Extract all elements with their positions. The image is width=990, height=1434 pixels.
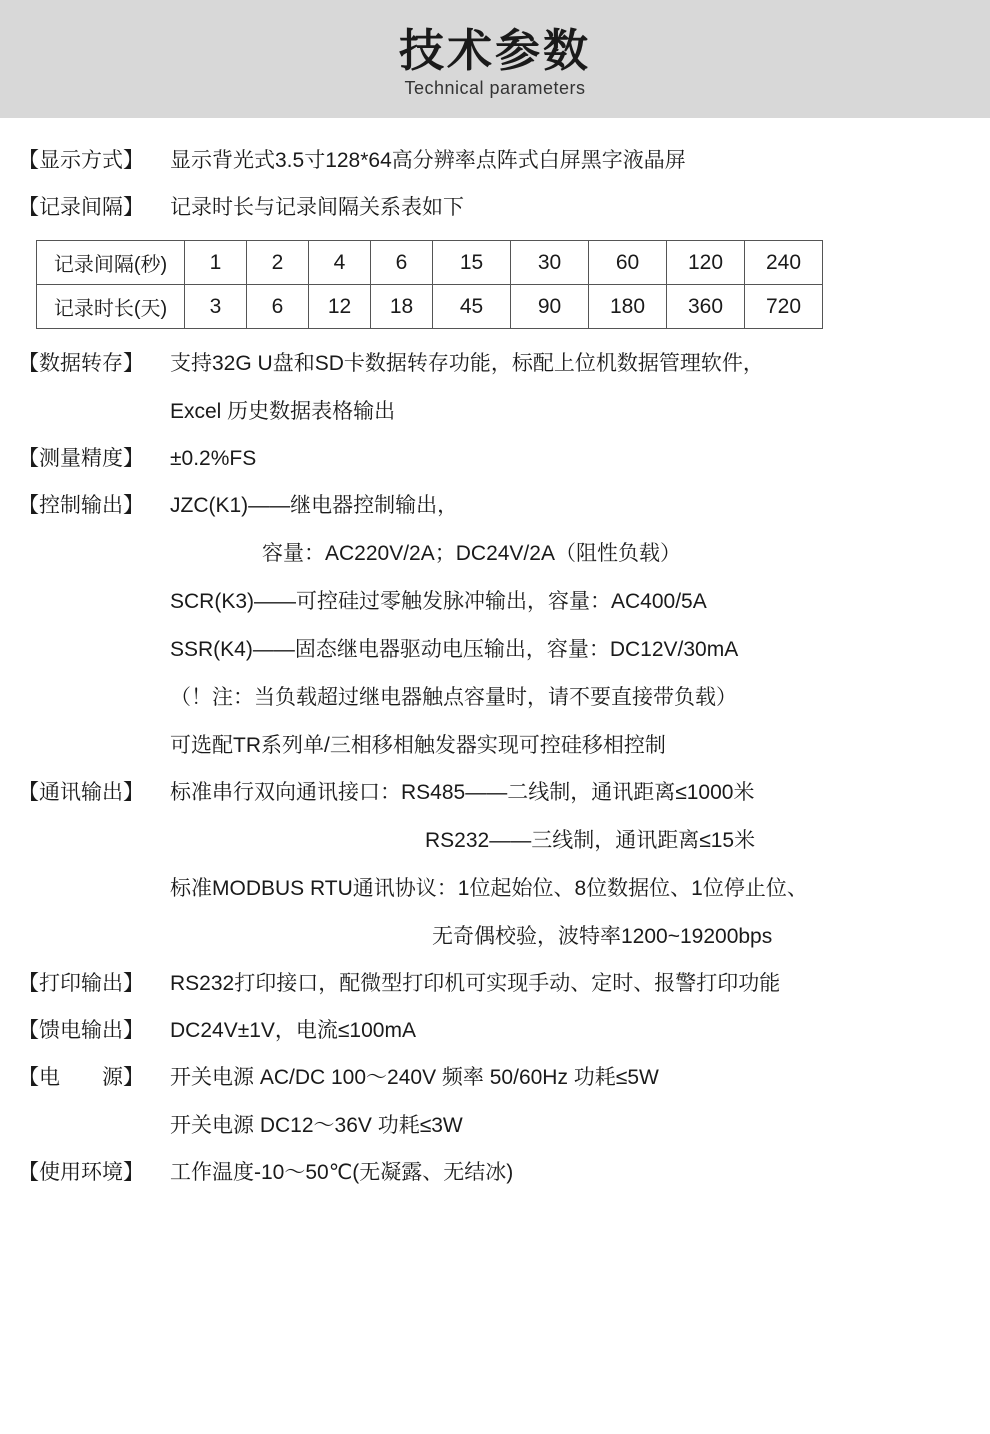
interval-cell: 6: [371, 241, 433, 285]
spec-label-interval: 【记录间隔】: [18, 196, 144, 219]
interval-cell: 240: [745, 241, 823, 285]
page-subtitle: Technical parameters: [404, 78, 586, 99]
duration-cell: 6: [247, 285, 309, 329]
spec-text: 工作温度-10～50℃(无凝露、无结冰): [170, 1161, 514, 1184]
spec-row-control-output: [18, 491, 972, 761]
spec-value-display: [170, 146, 972, 176]
spec-row-interval: [18, 193, 972, 223]
interval-cell: 2: [247, 241, 309, 285]
table-row: [37, 285, 823, 329]
page-title: 技术参数: [398, 24, 591, 76]
spec-value-interval: [170, 193, 972, 223]
interval-cell: 30: [511, 241, 589, 285]
duration-cell: 12: [309, 285, 371, 329]
spec-value-print-output: [170, 969, 972, 999]
spec-label-communication: 【通讯输出】: [18, 781, 144, 804]
spec-row-power: [18, 1063, 972, 1141]
duration-cell: 360: [667, 285, 745, 329]
spec-text: 可选配TR系列单/三相移相触发器实现可控硅移相控制: [170, 734, 666, 757]
spec-text: RS232——三线制，通讯距离≤15米: [425, 829, 756, 852]
spec-value-power: [170, 1063, 972, 1141]
spec-label-control-output: 【控制输出】: [18, 494, 144, 517]
spec-text: 支持32G U盘和SD卡数据转存功能，标配上位机数据管理软件，: [170, 352, 764, 375]
spec-value-environment: [170, 1158, 972, 1188]
duration-cell: 180: [589, 285, 667, 329]
duration-cell: 90: [511, 285, 589, 329]
duration-cell: 720: [745, 285, 823, 329]
interval-duration-table: [36, 240, 823, 329]
spec-label-environment: 【使用环境】: [18, 1161, 144, 1184]
spec-value-communication: [170, 778, 972, 952]
spec-value-feed-output: [170, 1016, 972, 1046]
spec-text: DC24V±1V，电流≤100mA: [170, 1019, 416, 1042]
spec-text: 标准MODBUS RTU通讯协议：1位起始位、8位数据位、1位停止位、: [170, 877, 808, 900]
interval-cell: 4: [309, 241, 371, 285]
spec-label-power: 【电 源】: [18, 1066, 144, 1089]
spec-text: ±0.2%FS: [170, 447, 257, 470]
row-header-interval: 记录间隔(秒): [37, 241, 185, 285]
spec-row-data-transfer: [18, 349, 972, 427]
spec-row-communication: [18, 778, 972, 952]
spec-text: 容量：AC220V/2A；DC24V/2A（阻性负载）: [262, 542, 681, 565]
duration-cell: 18: [371, 285, 433, 329]
duration-cell: 45: [433, 285, 511, 329]
row-header-duration: 记录时长(天): [37, 285, 185, 329]
spec-value-data-transfer: [170, 349, 972, 427]
page-header: [0, 0, 990, 118]
spec-list: [0, 118, 990, 1188]
interval-cell: 15: [433, 241, 511, 285]
spec-row-print-output: [18, 969, 972, 999]
spec-text: 开关电源 AC/DC 100～240V 频率 50/60Hz 功耗≤5W: [170, 1066, 659, 1089]
spec-label-data-transfer: 【数据转存】: [18, 352, 144, 375]
interval-cell: 120: [667, 241, 745, 285]
spec-text: JZC(K1)——继电器控制输出，: [170, 494, 459, 517]
interval-cell: 60: [589, 241, 667, 285]
spec-text: 标准串行双向通讯接口：RS485——二线制，通讯距离≤1000米: [170, 781, 755, 804]
spec-text: RS232打印接口，配微型打印机可实现手动、定时、报警打印功能: [170, 972, 781, 995]
spec-row-feed-output: [18, 1016, 972, 1046]
spec-text: 开关电源 DC12～36V 功耗≤3W: [170, 1114, 463, 1137]
spec-value-accuracy: [170, 444, 972, 474]
spec-label-display: 【显示方式】: [18, 149, 144, 172]
spec-text: SCR(K3)——可控硅过零触发脉冲输出，容量：AC400/5A: [170, 590, 707, 613]
interval-duration-table-wrap: [36, 240, 972, 329]
spec-row-display: [18, 146, 972, 176]
spec-value-control-output: [170, 491, 972, 761]
spec-row-environment: [18, 1158, 972, 1188]
spec-label-feed-output: 【馈电输出】: [18, 1019, 144, 1042]
spec-label-accuracy: 【测量精度】: [18, 447, 144, 470]
spec-text: 记录时长与记录间隔关系表如下: [170, 196, 464, 219]
duration-cell: 3: [185, 285, 247, 329]
spec-text: Excel 历史数据表格输出: [170, 400, 396, 423]
interval-cell: 1: [185, 241, 247, 285]
spec-text: 显示背光式3.5寸128*64高分辨率点阵式白屏黑字液晶屏: [170, 149, 686, 172]
table-row: [37, 241, 823, 285]
spec-text: （！注：当负载超过继电器触点容量时，请不要直接带负载）: [170, 686, 737, 709]
spec-label-print-output: 【打印输出】: [18, 972, 144, 995]
spec-text: 无奇偶校验，波特率1200~19200bps: [432, 925, 773, 948]
spec-row-accuracy: [18, 444, 972, 474]
spec-text: SSR(K4)——固态继电器驱动电压输出，容量：DC12V/30mA: [170, 638, 739, 661]
